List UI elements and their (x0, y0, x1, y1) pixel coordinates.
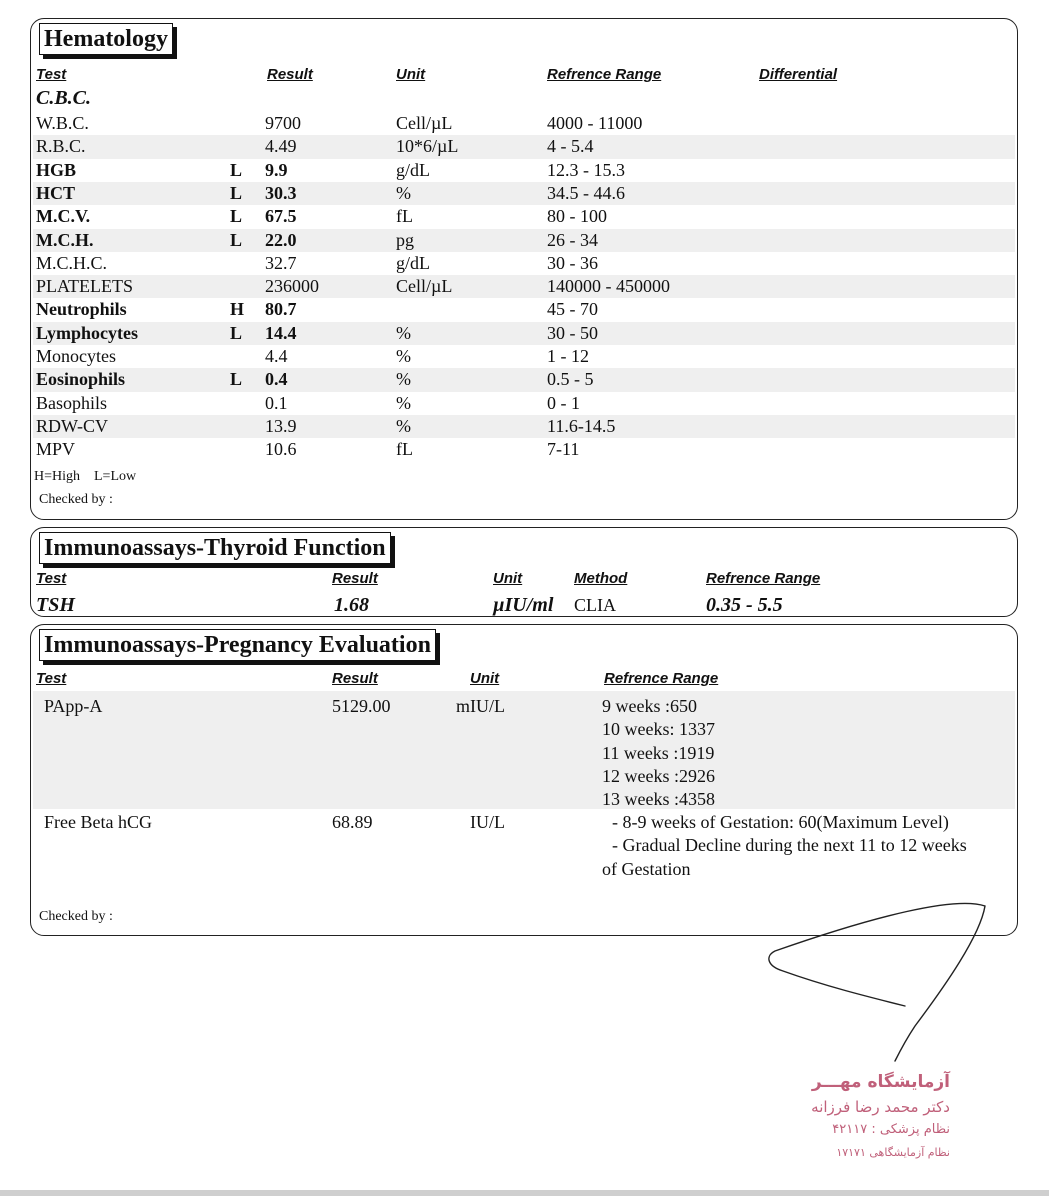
row-unit: pg (396, 229, 414, 250)
row-unit: % (396, 346, 411, 366)
stamp-line: نظام پزشکی : ۴۲۱۱۷ (832, 1122, 950, 1137)
hcg-range (602, 811, 967, 881)
row-result: 30.3 (265, 182, 297, 203)
table-row (33, 345, 1015, 368)
row-unit: g/dL (396, 159, 430, 180)
table-row (33, 229, 1015, 252)
table-row (33, 205, 1015, 228)
row-range: 11.6-14.5 (547, 415, 616, 436)
row-test: MPV (36, 439, 76, 460)
row-result: 9.9 (265, 159, 288, 180)
papp-range-line: 12 weeks :2926 (602, 765, 715, 786)
tsh-method: CLIA (574, 595, 616, 615)
row-test: M.C.H. (36, 229, 94, 250)
thyroid-header-range: Refrence Range (706, 570, 821, 587)
row-unit: fL (396, 439, 413, 460)
cbc-group-label: C.B.C. (36, 87, 92, 109)
papp-test: PApp-A (44, 696, 103, 716)
hcg-range-line: of Gestation (602, 858, 691, 879)
row-unit: fL (396, 206, 413, 227)
row-range: 12.3 - 15.3 (547, 159, 625, 180)
hema-header-unit: Unit (396, 66, 426, 83)
tsh-result: 1.68 (334, 594, 369, 616)
row-range: 140000 - 450000 (547, 276, 670, 297)
hema-checked-by: Checked by : (39, 492, 113, 507)
row-range: 30 - 50 (547, 322, 598, 343)
row-result: 13.9 (265, 415, 297, 436)
row-result: 32.7 (265, 252, 297, 273)
row-flag: L (230, 229, 243, 250)
stamp-line: آزمایشگاه مهـــر (811, 1072, 950, 1092)
row-range: 30 - 36 (547, 252, 598, 273)
pregnancy-title: Immunoassays-Pregnancy Evaluation (39, 629, 436, 661)
papp-result: 5129.00 (332, 696, 391, 716)
papp-unit: mIU/L (456, 696, 505, 716)
table-row (33, 252, 1015, 275)
row-test: HCT (36, 182, 76, 203)
page-bottom-rule (0, 1190, 1049, 1196)
hcg-unit: IU/L (470, 812, 505, 832)
row-unit: Cell/µL (396, 113, 453, 133)
table-row (33, 392, 1015, 415)
table-row (33, 275, 1015, 298)
row-test: Neutrophils (36, 299, 127, 320)
row-test: Basophils (36, 392, 108, 413)
row-test: M.C.H.C. (36, 252, 108, 273)
row-result: 4.49 (265, 136, 297, 157)
tsh-test: TSH (36, 594, 75, 616)
hema-header-differential: Differential (759, 66, 838, 83)
row-flag: H (230, 299, 245, 320)
papp-range (602, 695, 715, 811)
hcg-test: Free Beta hCG (44, 812, 152, 832)
row-unit: % (396, 322, 411, 343)
stamp-line: دکتر محمد رضا فرزانه (811, 1098, 950, 1116)
flag-legend: H=High L=Low (34, 469, 137, 484)
hema-header-result: Result (267, 66, 313, 83)
row-unit: g/dL (396, 252, 430, 273)
row-result: 9700 (265, 113, 301, 133)
thyroid-header-result: Result (332, 570, 378, 587)
row-result: 80.7 (265, 299, 297, 320)
row-range: 34.5 - 44.6 (547, 182, 625, 203)
row-result: 0.4 (265, 369, 288, 390)
hcg-range-line: - 8-9 weeks of Gestation: 60(Maximum Level) (612, 812, 949, 832)
table-row (33, 322, 1015, 345)
row-range: 4000 - 11000 (547, 113, 643, 133)
row-range: 0.5 - 5 (547, 369, 594, 390)
preg-header-range: Refrence Range (604, 670, 719, 687)
hematology-section (30, 18, 1018, 520)
pregnancy-section (30, 624, 1018, 936)
row-test: Lymphocytes (36, 322, 139, 343)
papp-range-line: 10 weeks: 1337 (602, 719, 715, 740)
row-range: 4 - 5.4 (547, 136, 594, 157)
row-unit: % (396, 392, 411, 413)
row-test: M.C.V. (36, 206, 91, 227)
row-result: 0.1 (265, 392, 288, 413)
row-unit: % (396, 415, 411, 436)
table-row (33, 368, 1015, 391)
row-result: 4.4 (265, 346, 288, 366)
row-range: 80 - 100 (547, 206, 607, 227)
row-unit: % (396, 182, 411, 203)
table-row (33, 438, 1015, 461)
row-test: R.B.C. (36, 136, 86, 157)
papp-range-line: 11 weeks :1919 (602, 742, 715, 763)
row-unit: % (396, 369, 411, 390)
table-row (33, 298, 1015, 321)
papp-range-line: 9 weeks :650 (602, 696, 697, 716)
tsh-range: 0.35 - 5.5 (706, 594, 783, 616)
row-range: 45 - 70 (547, 299, 598, 320)
hema-header-range: Refrence Range (547, 66, 662, 83)
thyroid-header-method: Method (574, 570, 628, 587)
preg-checked-by: Checked by : (39, 909, 113, 924)
table-row (33, 135, 1015, 158)
row-test: Monocytes (36, 346, 116, 366)
row-unit: 10*6/µL (396, 136, 459, 157)
thyroid-header-unit: Unit (493, 570, 523, 587)
row-test: RDW-CV (36, 415, 108, 436)
row-test: Eosinophils (36, 369, 126, 390)
tsh-unit: µIU/ml (493, 594, 554, 616)
row-range: 0 - 1 (547, 392, 580, 413)
hematology-title: Hematology (39, 23, 173, 55)
row-test: W.B.C. (36, 113, 89, 133)
row-unit: Cell/µL (396, 276, 453, 297)
row-test: HGB (36, 159, 77, 180)
row-result: 236000 (265, 276, 319, 297)
row-result: 10.6 (265, 439, 297, 460)
table-row (33, 182, 1015, 205)
preg-header-result: Result (332, 670, 378, 687)
row-result: 67.5 (265, 206, 297, 227)
preg-header-unit: Unit (470, 670, 500, 687)
row-flag: L (230, 182, 243, 203)
signature (755, 896, 995, 1066)
row-range: 1 - 12 (547, 346, 589, 366)
papp-row (33, 691, 1015, 809)
hcg-result: 68.89 (332, 812, 373, 832)
row-flag: L (230, 322, 243, 343)
table-row (33, 112, 1015, 135)
hcg-range-line: - Gradual Decline during the next 11 to 12 weeks (612, 835, 967, 856)
row-result: 14.4 (265, 322, 297, 343)
thyroid-title: Immunoassays-Thyroid Function (39, 532, 391, 564)
thyroid-section (30, 527, 1018, 617)
papp-range-line: 13 weeks :4358 (602, 789, 715, 810)
row-result: 22.0 (265, 229, 297, 250)
row-flag: L (230, 159, 243, 180)
hema-header-test: Test (36, 66, 67, 83)
table-row (33, 159, 1015, 182)
row-test: PLATELETS (36, 276, 133, 297)
preg-header-test: Test (36, 670, 67, 687)
row-flag: L (230, 206, 243, 227)
stamp-line: نظام آزمایشگاهی ۱۷۱۷۱ (836, 1146, 950, 1159)
row-range: 26 - 34 (547, 229, 598, 250)
row-range: 7-11 (547, 439, 580, 460)
row-flag: L (230, 369, 243, 390)
table-row (33, 415, 1015, 438)
thyroid-header-test: Test (36, 570, 67, 587)
